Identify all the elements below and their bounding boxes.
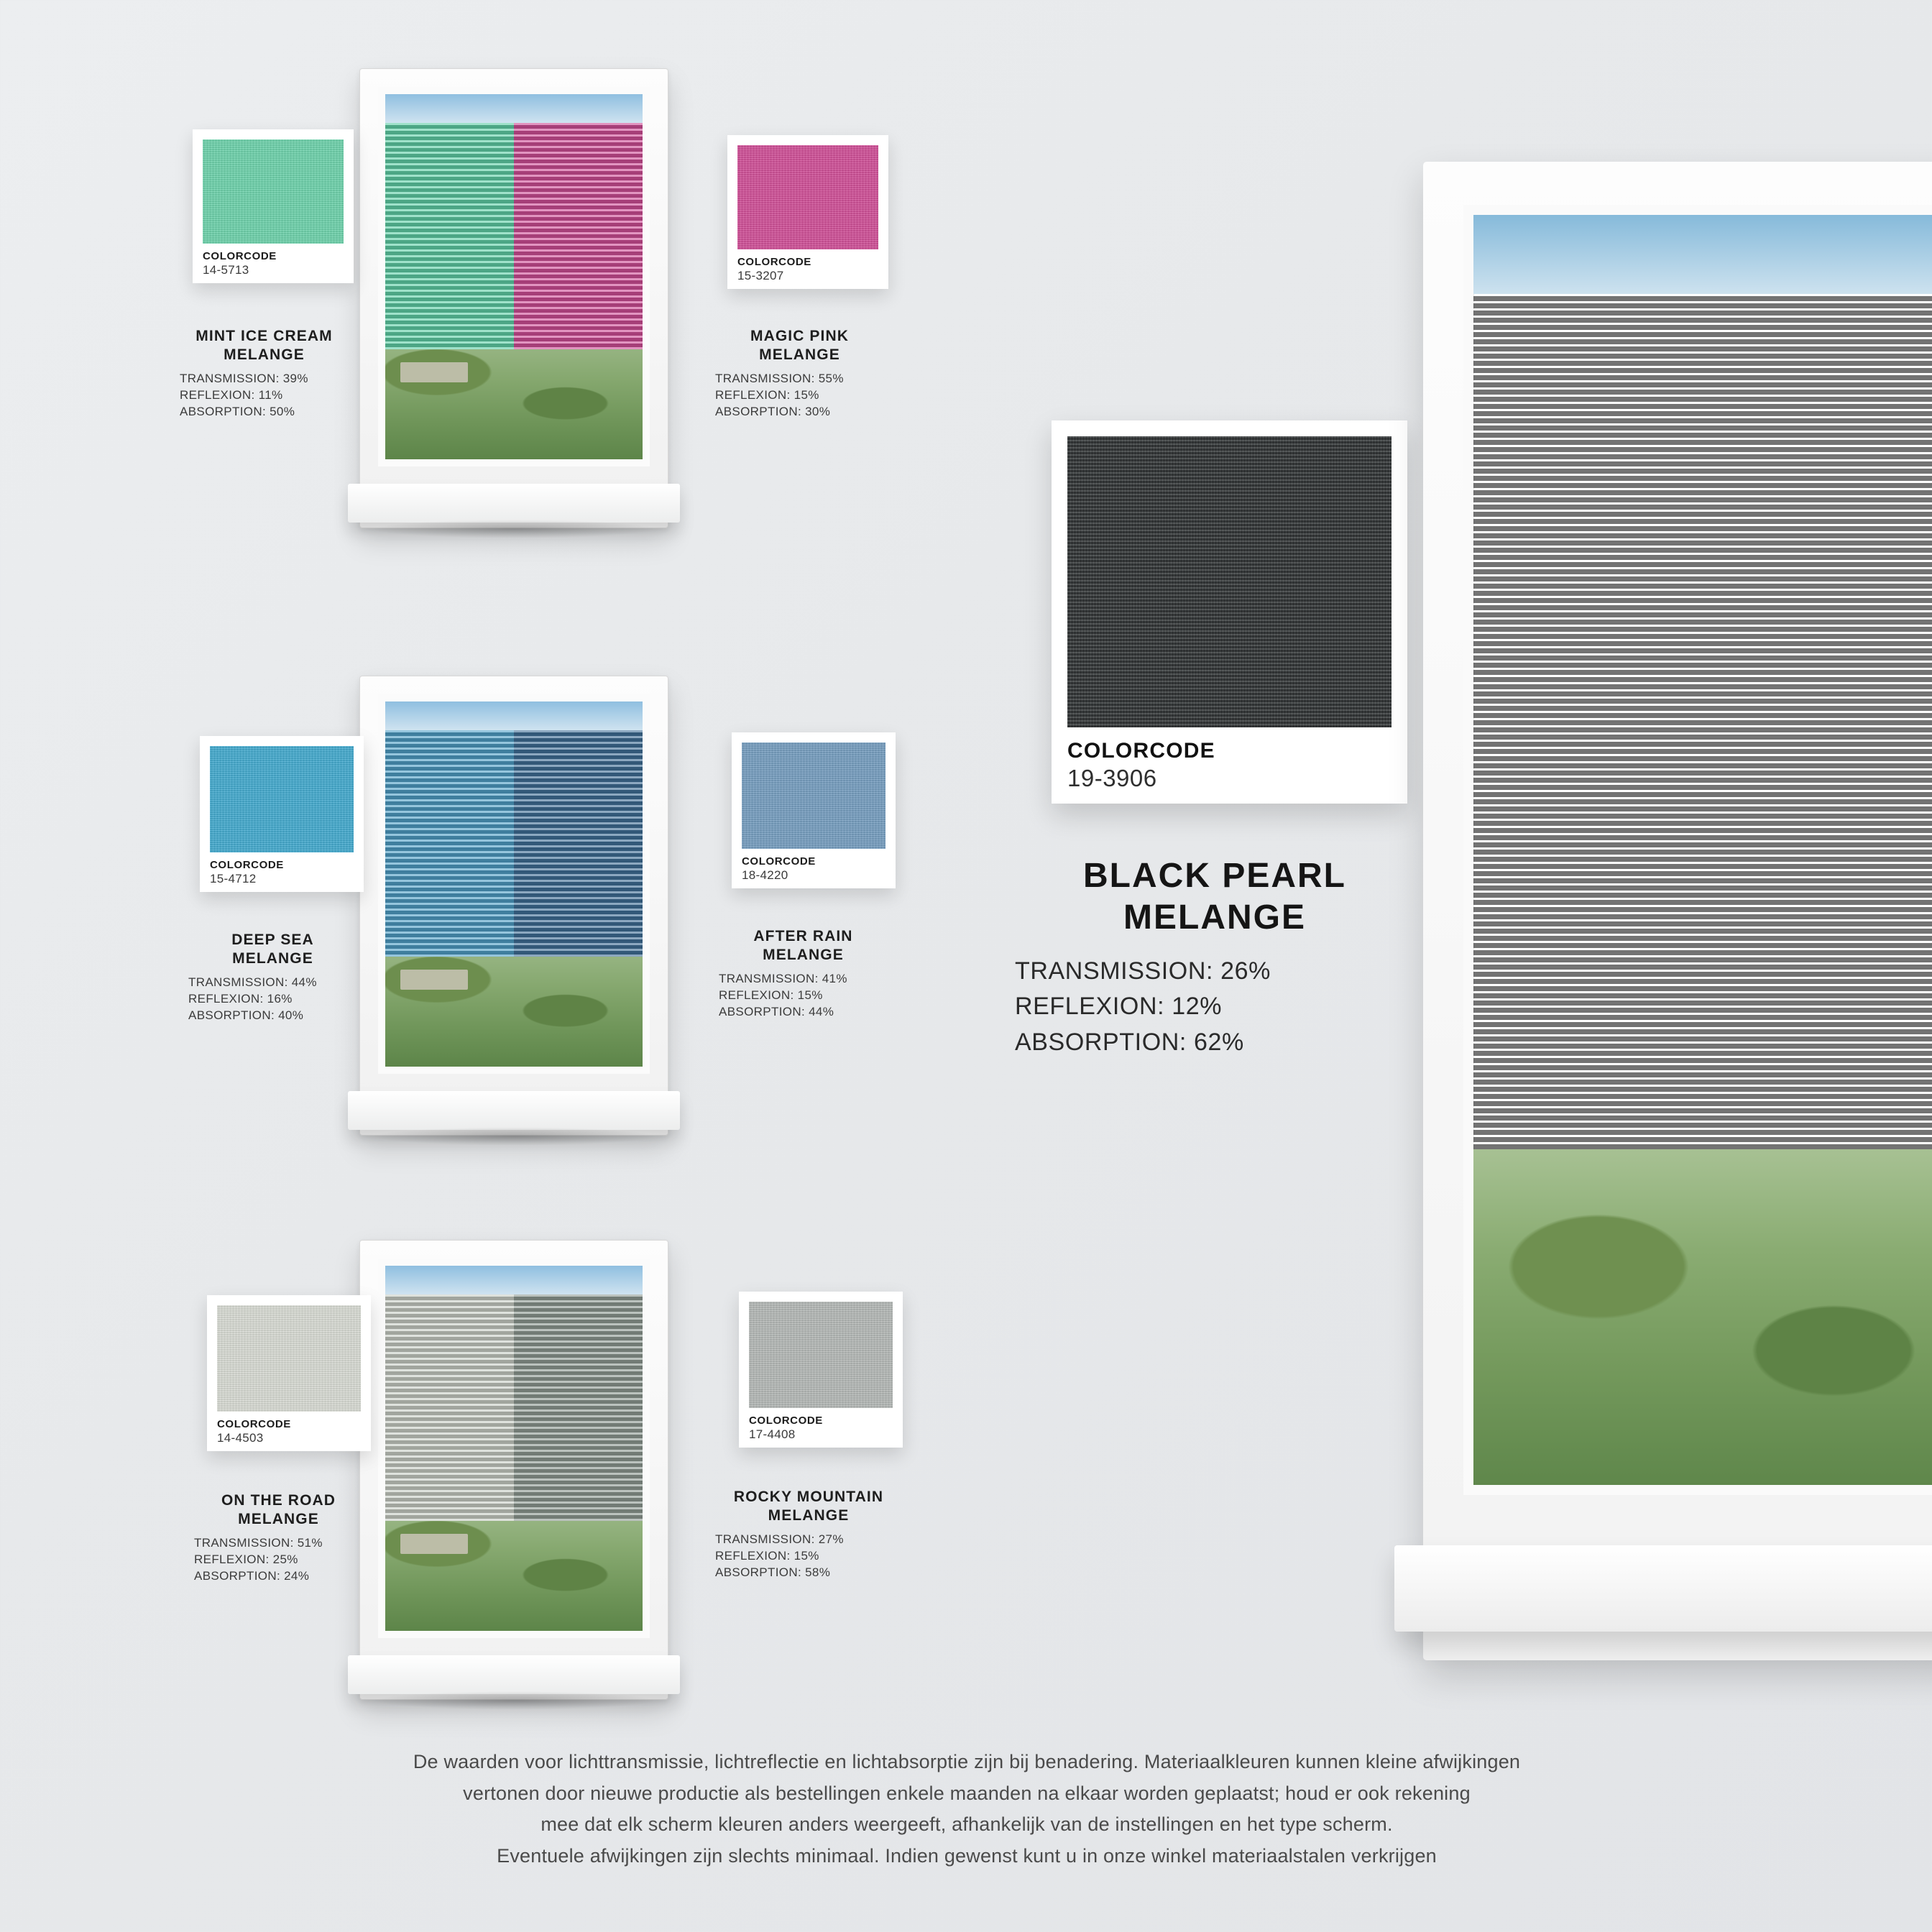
pleated-blind: [385, 730, 643, 957]
caption-magic-pink-melange: [715, 327, 884, 420]
swatch-name-line1: AFTER RAIN: [753, 928, 853, 944]
swatch-name-line2: MELANGE: [224, 346, 305, 364]
disclaimer-line-2: vertonen door nieuwe productie als bestellingen enkele maanden na elkaar worden geplaatst; houd er ook rekening: [463, 1782, 1471, 1804]
window-sill: [348, 1091, 680, 1130]
disclaimer-line-1: De waarden voor lichttransmissie, lichtreflectie en lichtabsorptie zijn bij benadering. Materiaalkleuren kunnen kleine afwijkingen: [413, 1751, 1521, 1772]
hero-absorption: ABSORPTION: 62%: [1015, 1028, 1244, 1056]
window-shadow: [372, 1127, 656, 1146]
swatch-name-line2: MELANGE: [232, 950, 313, 967]
window-glass: [1463, 205, 1932, 1495]
caption-rocky-mountain-melange: [715, 1488, 902, 1581]
hero-colorcode-label: COLORCODE: [1067, 739, 1215, 763]
swatch-card-mint-ice-cream-melange: [193, 129, 354, 283]
caption-on-the-road-melange: [194, 1491, 363, 1585]
colorcode-label: COLORCODE: [749, 1414, 823, 1427]
swatch-card-rocky-mountain-melange: [739, 1292, 903, 1448]
hero-transmission: TRANSMISSION: 26%: [1015, 957, 1271, 985]
colorcode-value: 18-4220: [742, 868, 788, 882]
colorcode-label: COLORCODE: [217, 1418, 291, 1430]
pleated-blind: [1473, 294, 1932, 1149]
caption-after-rain-melange: [719, 927, 888, 1021]
swatch-name-line1: MINT ICE CREAM: [196, 328, 333, 344]
swatch-absorption: ABSORPTION: 24%: [194, 1569, 310, 1583]
swatch-card-after-rain-melange: [732, 732, 896, 888]
colorcode-value: 15-4712: [210, 872, 257, 886]
swatch-name-line2: MELANGE: [238, 1511, 319, 1528]
swatch-name-line1: ON THE ROAD: [221, 1492, 336, 1509]
colorcode-label: COLORCODE: [210, 859, 284, 871]
landscape-view: [1473, 1149, 1932, 1485]
swatch-chip-on-the-road-melange: [217, 1305, 361, 1412]
colorcode-value: 17-4408: [749, 1427, 796, 1441]
hero-swatch-card-black-pearl-melange: [1052, 420, 1407, 804]
pleated-blind: [385, 123, 643, 349]
hero-caption: [999, 855, 1430, 1060]
colorcode-label: COLORCODE: [203, 250, 277, 263]
swatch-absorption: ABSORPTION: 50%: [180, 405, 295, 419]
window-shadow: [372, 1691, 656, 1710]
swatch-transmission: TRANSMISSION: 41%: [719, 971, 847, 985]
swatch-absorption: ABSORPTION: 44%: [719, 1005, 834, 1019]
window-glass: [378, 694, 650, 1074]
hero-swatch-chip: [1067, 436, 1392, 727]
swatch-name-line2: MELANGE: [768, 1507, 850, 1524]
swatch-transmission: TRANSMISSION: 44%: [188, 975, 317, 989]
swatch-name-line2: MELANGE: [759, 346, 840, 364]
window-glass: [378, 87, 650, 466]
swatch-name-line2: MELANGE: [763, 947, 844, 964]
colorcode-label: COLORCODE: [737, 256, 811, 269]
landscape-view: [385, 335, 643, 459]
window-on-the-road-rocky-mountain: [359, 1240, 668, 1700]
hero-name-line1: BLACK PEARL: [1083, 857, 1346, 895]
swatch-name-line1: DEEP SEA: [231, 932, 314, 948]
swatch-transmission: TRANSMISSION: 39%: [180, 371, 308, 385]
swatch-card-on-the-road-melange: [207, 1295, 371, 1451]
window-glass: [378, 1259, 650, 1638]
hero-name-line2: MELANGE: [1123, 898, 1306, 937]
disclaimer-line-4: Eventuele afwijkingen zijn slechts minimaal. Indien gewenst kunt u in onze winkel materiaalstalen verkrijgen: [497, 1845, 1437, 1867]
window-sill: [1394, 1545, 1932, 1632]
window-sill: [348, 484, 680, 523]
hero-spec-list: [999, 954, 1430, 1060]
swatch-transmission: TRANSMISSION: 27%: [715, 1532, 844, 1546]
window-mint-magic-pink: [359, 68, 668, 528]
colorcode-value: 14-4503: [217, 1431, 264, 1445]
window-shadow: [372, 520, 656, 538]
sky-view: [385, 1266, 643, 1294]
sky-view: [385, 94, 643, 123]
swatch-reflexion: REFLEXION: 15%: [719, 988, 823, 1002]
blind-half-left: [385, 730, 514, 957]
colorcode-value: 15-3207: [737, 269, 784, 283]
swatch-transmission: TRANSMISSION: 55%: [715, 371, 844, 385]
swatch-card-magic-pink-melange: [727, 135, 888, 289]
swatch-reflexion: REFLEXION: 11%: [180, 387, 283, 402]
blind-half-right: [514, 123, 643, 349]
caption-mint-ice-cream-melange: [180, 327, 349, 420]
swatch-absorption: ABSORPTION: 30%: [715, 405, 831, 419]
swatch-chip-rocky-mountain-melange: [749, 1302, 893, 1408]
disclaimer: [244, 1747, 1689, 1872]
hero-colorcode-value: 19-3906: [1067, 765, 1157, 791]
swatch-chip-after-rain-melange: [742, 742, 886, 849]
sky-view: [1473, 215, 1932, 294]
window-sill: [348, 1655, 680, 1694]
swatch-reflexion: REFLEXION: 15%: [715, 387, 819, 402]
caption-deep-sea-melange: [188, 931, 357, 1024]
swatch-reflexion: REFLEXION: 15%: [715, 1548, 819, 1563]
window-deep-sea-after-rain: [359, 676, 668, 1136]
blind-half-right: [514, 730, 643, 957]
colorcode-label: COLORCODE: [742, 855, 816, 868]
swatch-chip-mint-ice-cream-melange: [203, 139, 344, 244]
blind-half-left: [385, 1294, 514, 1521]
blind-half-right: [514, 1294, 643, 1521]
swatch-reflexion: REFLEXION: 16%: [188, 991, 293, 1006]
disclaimer-line-3: mee dat elk scherm kleuren anders weergeeft, afhankelijk van de instellingen en het type scherm.: [540, 1813, 1393, 1836]
hero-reflexion: REFLEXION: 12%: [1015, 993, 1223, 1021]
colorcode-value: 14-5713: [203, 263, 249, 277]
swatch-card-deep-sea-melange: [200, 736, 364, 892]
pleated-blind: [385, 1294, 643, 1521]
swatch-name-line1: ROCKY MOUNTAIN: [733, 1489, 884, 1505]
swatch-absorption: ABSORPTION: 58%: [715, 1565, 831, 1580]
feature-window-black-pearl: [1423, 162, 1932, 1660]
blind-half-left: [385, 123, 514, 349]
swatch-reflexion: REFLEXION: 25%: [194, 1552, 298, 1566]
swatch-name-line1: MAGIC PINK: [750, 328, 849, 344]
swatch-transmission: TRANSMISSION: 51%: [194, 1535, 323, 1550]
swatch-chip-deep-sea-melange: [210, 746, 354, 852]
landscape-view: [385, 1506, 643, 1631]
sky-view: [385, 702, 643, 730]
swatch-chip-magic-pink-melange: [737, 145, 878, 249]
landscape-view: [385, 942, 643, 1067]
swatch-absorption: ABSORPTION: 40%: [188, 1008, 304, 1023]
